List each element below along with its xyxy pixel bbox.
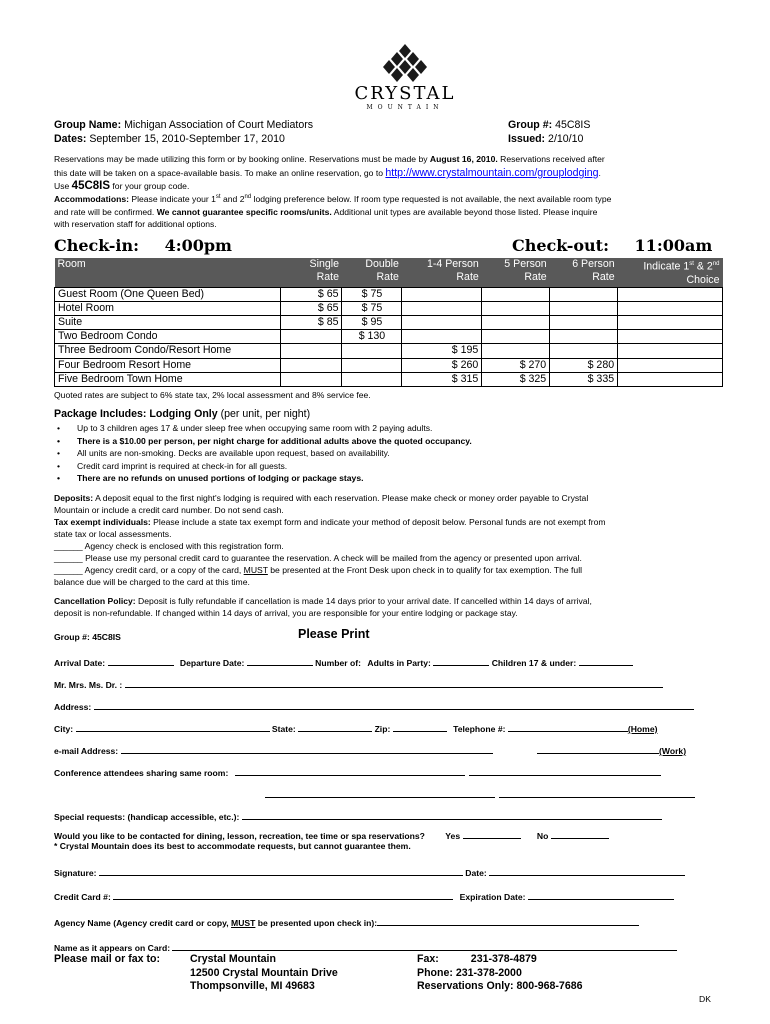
intro-line-3: [54, 180, 189, 192]
rate-5-person: [482, 315, 550, 329]
deposits-line-2: Mountain or include a credit card number. Do not send cash.: [54, 505, 284, 515]
rate-1-4-person: [402, 301, 482, 315]
check-in-label: Check-in:: [54, 236, 139, 255]
contact-question-row: [54, 829, 609, 841]
address-line: Thompsonville, MI 49683: [190, 980, 315, 992]
credit-card-field[interactable]: [113, 890, 453, 900]
roommate-2-field[interactable]: [469, 766, 661, 776]
tax-exempt-line-1: [54, 517, 606, 527]
rate-6-person: [550, 287, 618, 301]
rate-5-person: $ 325: [482, 372, 550, 386]
departure-date-field[interactable]: [247, 656, 313, 666]
work-phone-field[interactable]: [537, 744, 659, 754]
form-group-number: Group #: 45C8IS: [54, 632, 121, 642]
arrival-row: [54, 656, 633, 668]
package-title: [54, 408, 310, 420]
rate-1-4-person: [402, 330, 482, 344]
issued-label: Issued:: [508, 133, 546, 145]
single-rate: [280, 372, 342, 386]
departure-label: Departure Date:: [179, 658, 245, 668]
table-row: [55, 301, 723, 315]
acc-sup: nd: [244, 194, 252, 201]
col-double: Double Rate: [342, 258, 402, 287]
special-requests-field[interactable]: [242, 810, 662, 820]
rate-5-person: [482, 287, 550, 301]
work-phone-row: [537, 744, 686, 756]
choice-cell[interactable]: [618, 344, 723, 358]
form-initials: DK: [699, 994, 711, 1004]
rate-1-4-person: $ 315: [402, 372, 482, 386]
no-guarantee-note: We cannot guarantee specific rooms/units.: [156, 207, 332, 217]
cancellation-line-1: [54, 596, 592, 606]
double-rate: $ 130: [342, 330, 402, 344]
conference-row-2: [265, 788, 695, 800]
signature-row: [54, 866, 685, 878]
single-rate: [280, 330, 342, 344]
list-item: • All units are non-smoking. Decks are available upon request, based on availability.: [54, 447, 472, 460]
name-row: [54, 678, 663, 690]
agency-row: [54, 916, 639, 928]
check-out-label: Check-out:: [512, 236, 609, 255]
agency-label: Agency Name (Agency credit card or copy,: [54, 918, 232, 928]
choice-cell[interactable]: [618, 315, 723, 329]
intro-text: Use: [54, 181, 72, 191]
group-name-label: Group Name:: [54, 119, 122, 131]
col-5-person: 5 Person Rate: [482, 258, 550, 287]
table-row: [55, 372, 723, 386]
group-name: [54, 119, 313, 131]
children-field[interactable]: [579, 656, 633, 666]
adults-label: Adults in Party:: [367, 658, 431, 668]
online-reservation-link[interactable]: http://www.crystalmountain.com/grouplodging: [385, 167, 599, 179]
col-6-person: 6 Person Rate: [550, 258, 618, 287]
room-name: Four Bedroom Resort Home: [55, 358, 281, 372]
intro-text: Reservations may be made utilizing this form or by booking online. Reservations must be made by: [54, 154, 430, 164]
check-out-time: 11:00am: [634, 236, 713, 255]
choice-cell[interactable]: [618, 372, 723, 386]
name-field[interactable]: [125, 678, 663, 688]
choice-cell[interactable]: [618, 358, 723, 372]
children-label: Children 17 & under:: [491, 658, 577, 668]
double-rate: $ 75: [342, 301, 402, 315]
choice-cell[interactable]: [618, 287, 723, 301]
intro-text: .: [598, 168, 601, 178]
must-emphasis: MUST: [243, 565, 268, 575]
intro-line-1: [54, 154, 605, 164]
col-1-4-person: 1-4 Person Rate: [402, 258, 482, 287]
check-in: [54, 236, 232, 255]
single-rate: $ 65: [280, 287, 342, 301]
signature-field[interactable]: [99, 866, 463, 876]
adults-field[interactable]: [433, 656, 489, 666]
deposit-opt-text: be presented at the Front Desk upon check in to qualify for tax exemption. The full: [267, 565, 583, 575]
rate-6-person: [550, 315, 618, 329]
accommodations-label: Accommodations:: [54, 194, 129, 204]
col-room: Room: [55, 258, 281, 287]
name-on-card-field[interactable]: [172, 941, 677, 951]
deposits-line-1: [54, 493, 588, 503]
list-item: • There are no refunds on unused portions of lodging or package stays.: [54, 472, 472, 485]
contact-question: Would you like to be contacted for dining, lesson, recreation, tee time or spa reservations?: [54, 831, 425, 841]
acc-text: and 2: [220, 194, 245, 204]
name-on-card-label: Name as it appears on Card:: [54, 943, 171, 953]
telephone-label: Telephone #:: [453, 724, 506, 734]
table-row: [55, 287, 723, 301]
room-name: Three Bedroom Condo/Resort Home: [55, 344, 281, 358]
intro-text: for your group code.: [110, 181, 190, 191]
number-of-label: Number of:: [315, 658, 361, 668]
deposit-option-agency-check[interactable]: ______ Agency check is enclosed with this registration form.: [54, 541, 284, 551]
double-rate: [342, 372, 402, 386]
rate-6-person: [550, 330, 618, 344]
acc-text: and rate will be confirmed.: [54, 207, 157, 217]
rate-5-person: [482, 301, 550, 315]
signature-date-field[interactable]: [489, 866, 685, 876]
rate-5-person: $ 270: [482, 358, 550, 372]
agency-label-end: be presented upon check in):: [255, 918, 378, 928]
cancellation-line-2: deposit is non-refundable. If changed within 14 days of arrival, you are responsible for your entire lodging or package stay.: [54, 608, 518, 618]
double-rate: $ 75: [342, 287, 402, 301]
home-label: (Home): [627, 724, 658, 734]
logo-wordmark: CRYSTAL: [354, 83, 456, 104]
address-field[interactable]: [94, 700, 694, 710]
table-row: [55, 358, 723, 372]
dates-label: Dates:: [54, 133, 87, 145]
intro-line-2: [54, 167, 601, 179]
logo-subtitle: MOUNTAIN: [366, 104, 444, 111]
special-requests-label: Special requests: (handicap accessible, etc.):: [54, 812, 240, 822]
please-print-heading: Please Print: [298, 627, 370, 641]
rate-6-person: [550, 344, 618, 358]
room-name: Suite: [55, 315, 281, 329]
single-rate: $ 65: [280, 301, 342, 315]
accommodations-line-3: with reservation staff for additional options.: [54, 219, 217, 229]
signature-label: Signature:: [54, 868, 97, 878]
dates-value: September 15, 2010-September 17, 2010: [89, 133, 285, 145]
group-name-value: Michigan Association of Court Mediators: [124, 119, 314, 131]
city-row: [54, 722, 657, 734]
rate-6-person: $ 335: [550, 372, 618, 386]
conference-label: Conference attendees sharing same room:: [54, 768, 229, 778]
work-label: (Work): [659, 746, 687, 756]
group-number: [508, 119, 590, 131]
deposit-option-agency-card[interactable]: [54, 565, 582, 575]
roommate-4-field[interactable]: [499, 788, 695, 798]
special-requests-row: [54, 810, 662, 822]
check-in-time: 4:00pm: [164, 236, 232, 255]
address-label: Address:: [54, 702, 92, 712]
rate-5-person: [482, 330, 550, 344]
logo: [340, 44, 470, 110]
accommodations-line-2: [54, 207, 597, 217]
conference-row: [54, 766, 661, 778]
table-row: [55, 330, 723, 344]
rate-6-person: [550, 301, 618, 315]
rate-5-person: [482, 344, 550, 358]
no-label: No: [536, 831, 549, 841]
state-label: State:: [271, 724, 296, 734]
table-row: [55, 315, 723, 329]
mail-or-fax-label: Please mail or fax to:: [54, 953, 160, 965]
state-field[interactable]: [298, 722, 372, 732]
package-list: [54, 422, 472, 485]
deposit-option-personal-card[interactable]: ______ Please use my personal credit card to guarantee the reservation. A check will be mailed from the agency or presented upon arrival.: [54, 553, 582, 563]
double-rate: $ 95: [342, 315, 402, 329]
acc-text: Additional unit types are available beyond those listed. Please inquire: [331, 207, 598, 217]
acc-text: Please indicate your 1: [128, 194, 216, 204]
mailing-address: [190, 953, 338, 994]
yes-field[interactable]: [463, 829, 521, 839]
check-out: [512, 236, 712, 255]
event-dates: [54, 133, 285, 145]
col-single: Single Rate: [280, 258, 342, 287]
name-label: Mr. Mrs. Ms. Dr. :: [54, 680, 123, 690]
booking-deadline: August 16, 2010.: [429, 154, 498, 164]
date-label: Date:: [465, 868, 487, 878]
room-name: Hotel Room: [55, 301, 281, 315]
list-item: • Up to 3 children ages 17 & under sleep free when occupying same room with 2 paying adults.: [54, 422, 472, 435]
arrival-date-field[interactable]: [108, 656, 174, 666]
group-number-label: Group #:: [508, 119, 553, 131]
room-name: Guest Room (One Queen Bed): [55, 287, 281, 301]
rates-header-row: [55, 258, 723, 287]
table-row: [55, 344, 723, 358]
package-title-sub: (per unit, per night): [217, 408, 311, 420]
rates-table: [54, 258, 723, 387]
room-name: Five Bedroom Town Home: [55, 372, 281, 386]
list-item: • There is a $10.00 per person, per night charge for additional adults above the quoted occupancy.: [54, 435, 472, 448]
acc-sup: st: [215, 194, 221, 201]
rate-6-person: $ 280: [550, 358, 618, 372]
tax-exempt-text: Please include a state tax exempt form and indicate your method of deposit below. Personal funds are not exempt from: [150, 517, 606, 527]
contact-numbers: [417, 953, 583, 994]
double-rate: [342, 358, 402, 372]
tax-exempt-line-2: state tax or local assessments.: [54, 529, 172, 539]
intro-text: Reservations received after: [497, 154, 605, 164]
address-row: [54, 700, 694, 712]
choice-cell[interactable]: [618, 301, 723, 315]
reservations-line: Reservations Only: 800-968-7686: [417, 980, 583, 992]
rate-1-4-person: [402, 287, 482, 301]
credit-card-row: [54, 890, 674, 902]
room-name: Two Bedroom Condo: [55, 330, 281, 344]
zip-field[interactable]: [393, 722, 447, 732]
double-rate: [342, 344, 402, 358]
credit-card-label: Credit Card #:: [54, 892, 111, 902]
tax-exempt-label: Tax exempt individuals:: [54, 517, 151, 527]
single-rate: [280, 358, 342, 372]
choice-cell[interactable]: [618, 330, 723, 344]
email-field[interactable]: [121, 744, 493, 754]
agency-name-field[interactable]: [377, 916, 639, 926]
intro-text: this date will be taken on a space-available basis. To make an online reservation, go to: [54, 168, 386, 178]
name-on-card-row: [54, 941, 677, 953]
cancellation-label: Cancellation Policy:: [54, 596, 136, 606]
deposit-option-agency-card-line-2: balance due will be charged to the card at this time.: [54, 577, 250, 587]
group-number-value: 45C8IS: [555, 119, 591, 131]
deposits-text: A deposit equal to the first night's lodging is required with each reservation. Please make check or money order payable to Crystal: [93, 493, 589, 503]
issued-date: [508, 133, 583, 145]
issued-value: 2/10/10: [548, 133, 584, 145]
roommate-3-field[interactable]: [265, 788, 495, 798]
expiration-label: Expiration Date:: [459, 892, 526, 902]
email-label: e-mail Address:: [54, 746, 119, 756]
rate-1-4-person: $ 260: [402, 358, 482, 372]
deposit-opt-text: ______ Agency credit card, or a copy of the card,: [54, 565, 244, 575]
single-rate: [280, 344, 342, 358]
arrival-label: Arrival Date:: [54, 658, 106, 668]
roommate-1-field[interactable]: [235, 766, 465, 776]
rates-tax-note: Quoted rates are subject to 6% state tax, 2% local assessment and 8% service fee.: [54, 390, 371, 400]
deposits-label: Deposits:: [54, 493, 94, 503]
email-row: [54, 744, 493, 756]
accommodate-note: * Crystal Mountain does its best to accommodate requests, but cannot guarantee them.: [54, 841, 411, 851]
zip-label: Zip:: [374, 724, 391, 734]
crystal-mountain-logo-icon: [340, 44, 470, 82]
col-choice: Indicate 1st & 2nd Choice: [618, 258, 723, 287]
rate-1-4-person: [402, 315, 482, 329]
list-item: • Credit card imprint is required at check-in for all guests.: [54, 460, 472, 473]
phone-line: Phone: 231-378-2000: [417, 966, 522, 979]
city-label: City:: [54, 724, 74, 734]
address-line: 12500 Crystal Mountain Drive: [190, 966, 338, 979]
cancellation-text: Deposit is fully refundable if cancellation is made 14 days prior to your arrival date. If cancelled within 14 days of arrival,: [135, 596, 592, 606]
accommodations-line-1: [54, 194, 611, 204]
city-field[interactable]: [76, 722, 270, 732]
fax-line: Fax: 231-378-4879: [417, 953, 537, 965]
address-line: Crystal Mountain: [190, 953, 276, 965]
rate-1-4-person: $ 195: [402, 344, 482, 358]
home-phone-field[interactable]: [508, 722, 628, 732]
expiration-field[interactable]: [528, 890, 674, 900]
yes-label: Yes: [445, 831, 461, 841]
agency-must: MUST: [231, 918, 256, 928]
single-rate: $ 85: [280, 315, 342, 329]
acc-text: lodging preference below. If room type requested is not available, the next available room type: [251, 194, 612, 204]
no-field[interactable]: [551, 829, 609, 839]
package-title-bold: Package Includes: Lodging Only: [54, 408, 218, 420]
group-code: 45C8IS: [71, 180, 111, 192]
